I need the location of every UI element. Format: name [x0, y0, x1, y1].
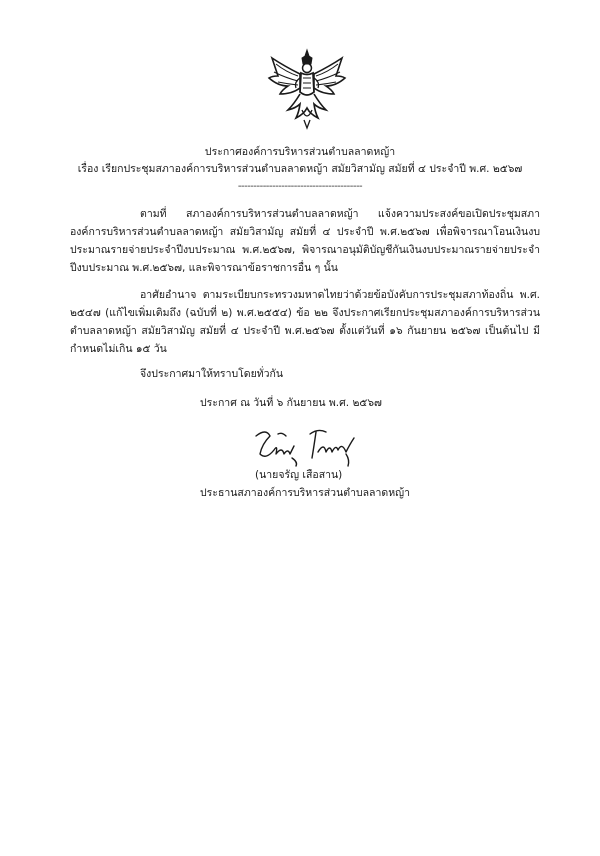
handwritten-signature — [252, 424, 362, 468]
paragraph-authority: อาศัยอำนาจ ตามระเบียบกระทรวงมหาดไทยว่าด้วยข้อบังคับการประชุมสภาท้องถิ่น พ.ศ. ๒๕๔๗ (แก้ไขเพิ่มเติมถึง (ฉบับที่ ๒) พ.ศ.๒๕๕๔) ข้อ ๒๒ จึงประกาศเรียกประชุมสภาองค์การบริหารส่วนตำบลลาดหญ้า สมัยวิสามัญ สมัยที่ ๔ ประจำปี พ.ศ.๒๕๖๗ ตั้งแต่วันที่ ๑๖ กันยายน ๒๕๖๗ เป็นต้นไป มีกำหนดไม่เกิน ๑๕ วัน — [70, 289, 540, 355]
paragraph-background: ตามที่ สภาองค์การบริหารส่วนตำบลลาดหญ้า แจ้งความประสงค์ขอเปิดประชุมสภาองค์การบริหารส่วนตำบลลาดหญ้า สมัยวิสามัญ สมัยที่ ๔ ประจำปี พ.ศ.๒๕๖๗ เพื่อพิจารณาโอนเงินงบประมาณรายจ่ายประจำปีงบประมาณ พ.ศ.๒๕๖๗, พิจารณาอนุมัติบัญชีกันเงินงบประมาณรายจ่ายประจำปีงบประมาณ พ.ศ.๒๕๖๗, และพิจารณาข้อราชการอื่น ๆ นั้น — [70, 208, 540, 274]
garuda-emblem-icon — [266, 48, 348, 130]
signer-name: (นายจรัญ เสือสาน) — [255, 469, 343, 481]
announcement-date: ประกาศ ณ วันที่ ๖ กันยายน พ.ศ. ๒๕๖๗ — [200, 397, 382, 409]
document-organization: ประกาศองค์การบริหารส่วนตำบลลาดหญ้า — [204, 146, 396, 158]
separator-rule: ---------------------------------------- — [237, 181, 363, 192]
paragraph-closing: จึงประกาศมาให้ทราบโดยทั่วกัน — [140, 368, 284, 380]
document-subject: เรื่อง เรียกประชุมสภาองค์การบริหารส่วนตำบลลาดหญ้า สมัยวิสามัญ สมัยที่ ๔ ประจำปี พ.ศ. ๒๕๖๗ — [77, 163, 523, 175]
signer-title: ประธานสภาองค์การบริหารส่วนตำบลลาดหญ้า — [200, 487, 410, 499]
